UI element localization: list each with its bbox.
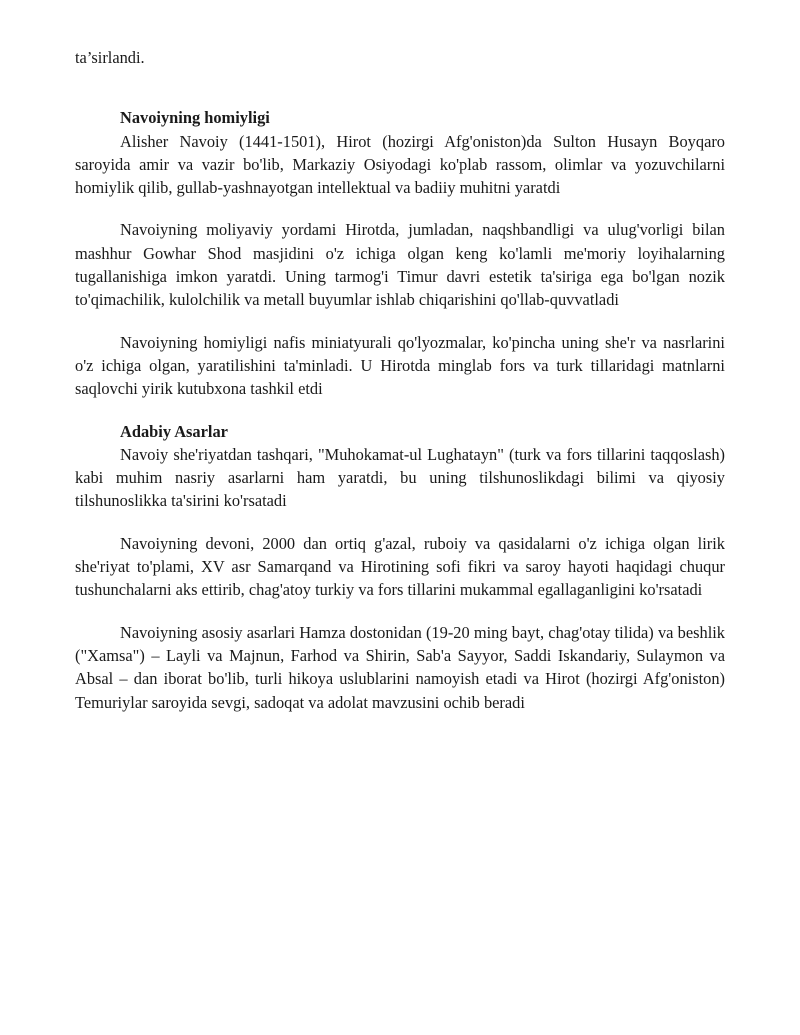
paragraph: Navoiyning homiyligi nafis miniatyurali qo'lyozmalar, ko'pincha uning she'r va nasrlarini o'z ichiga olgan, yaratilishini ta'minladi. U Hirotda minglab fors va turk tillaridagi matnlarni saqlovchi yirik kutubxona tashkil etdi bbox=[75, 332, 725, 399]
document-page bbox=[75, 46, 725, 714]
paragraph: Navoiy she'riyatdan tashqari, "Muhokamat-ul Lughatayn" (turk va fors tillarini taqqoslash) kabi muhim nasriy asarlarni ham yaratdi, bu uning tilshunoslikdagi bilimi va qiyosiy tilshunoslikka ta'sirini ko'rsatadi bbox=[75, 444, 725, 511]
section-homiyligi bbox=[75, 106, 725, 400]
continuation-text: ta’sirlandi. bbox=[75, 48, 145, 67]
section-heading: Adabiy Asarlar bbox=[120, 421, 228, 441]
paragraph: Navoiyning asosiy asarlari Hamza dostonidan (19-20 ming bayt, chag'otay tilida) va beshlik ("Xamsa") – Layli va Majnun, Farhod va Shirin, Sab'a Sayyor, Saddi Iskandariy, Sulaymon va Absal – dan iborat bo'lib, turli hikoya uslublarini namoyish etadi va Hirot (hozirgi Afg'oniston) Temuriylar saroyida sevgi, sadoqat va adolat mavzusini ochib beradi bbox=[75, 622, 725, 712]
section-heading: Navoiyning homiyligi bbox=[120, 108, 270, 128]
paragraph: Navoiyning moliyaviy yordami Hirotda, jumladan, naqshbandligi va ulug'vorligi bilan mashhur Gowhar Shod masjidini o'z ichiga olgan keng ko'lamli me'moriy loyihalarning tugallanishiga imkon yaratdi. Uning tarmog'i Timur davri estetik ta'siriga ega bo'lgan nozik to'qimachilik, kulolchilik va metall buyumlar ishlab chiqarishini qo'llab-quvvatladi bbox=[75, 220, 725, 310]
paragraph: Alisher Navoiy (1441-1501), Hirot (hozirgi Afg'oniston)da Sulton Husayn Boyqaro saroyida amir va vazir bo'lib, Markaziy Osiyodagi ko'plab rassom, olimlar va yozuvchilarni homiylik qilib, gullab-yashnayotgan intellektual va badiiy muhitni yaratdi bbox=[75, 131, 725, 198]
section-adabiy-asarlar bbox=[75, 420, 725, 714]
paragraph: Navoiyning devoni, 2000 dan ortiq g'azal, ruboiy va qasidalarni o'z ichiga olgan lirik she'riyat to'plami, XV asr Samarqand va Hirotining sofi fikri va saroy hayoti haqidagi chuqur tushunchalarni aks ettirib, chag'atoy turkiy va fors tillarini mukammal egallaganligini ko'rsatadi bbox=[75, 533, 725, 600]
